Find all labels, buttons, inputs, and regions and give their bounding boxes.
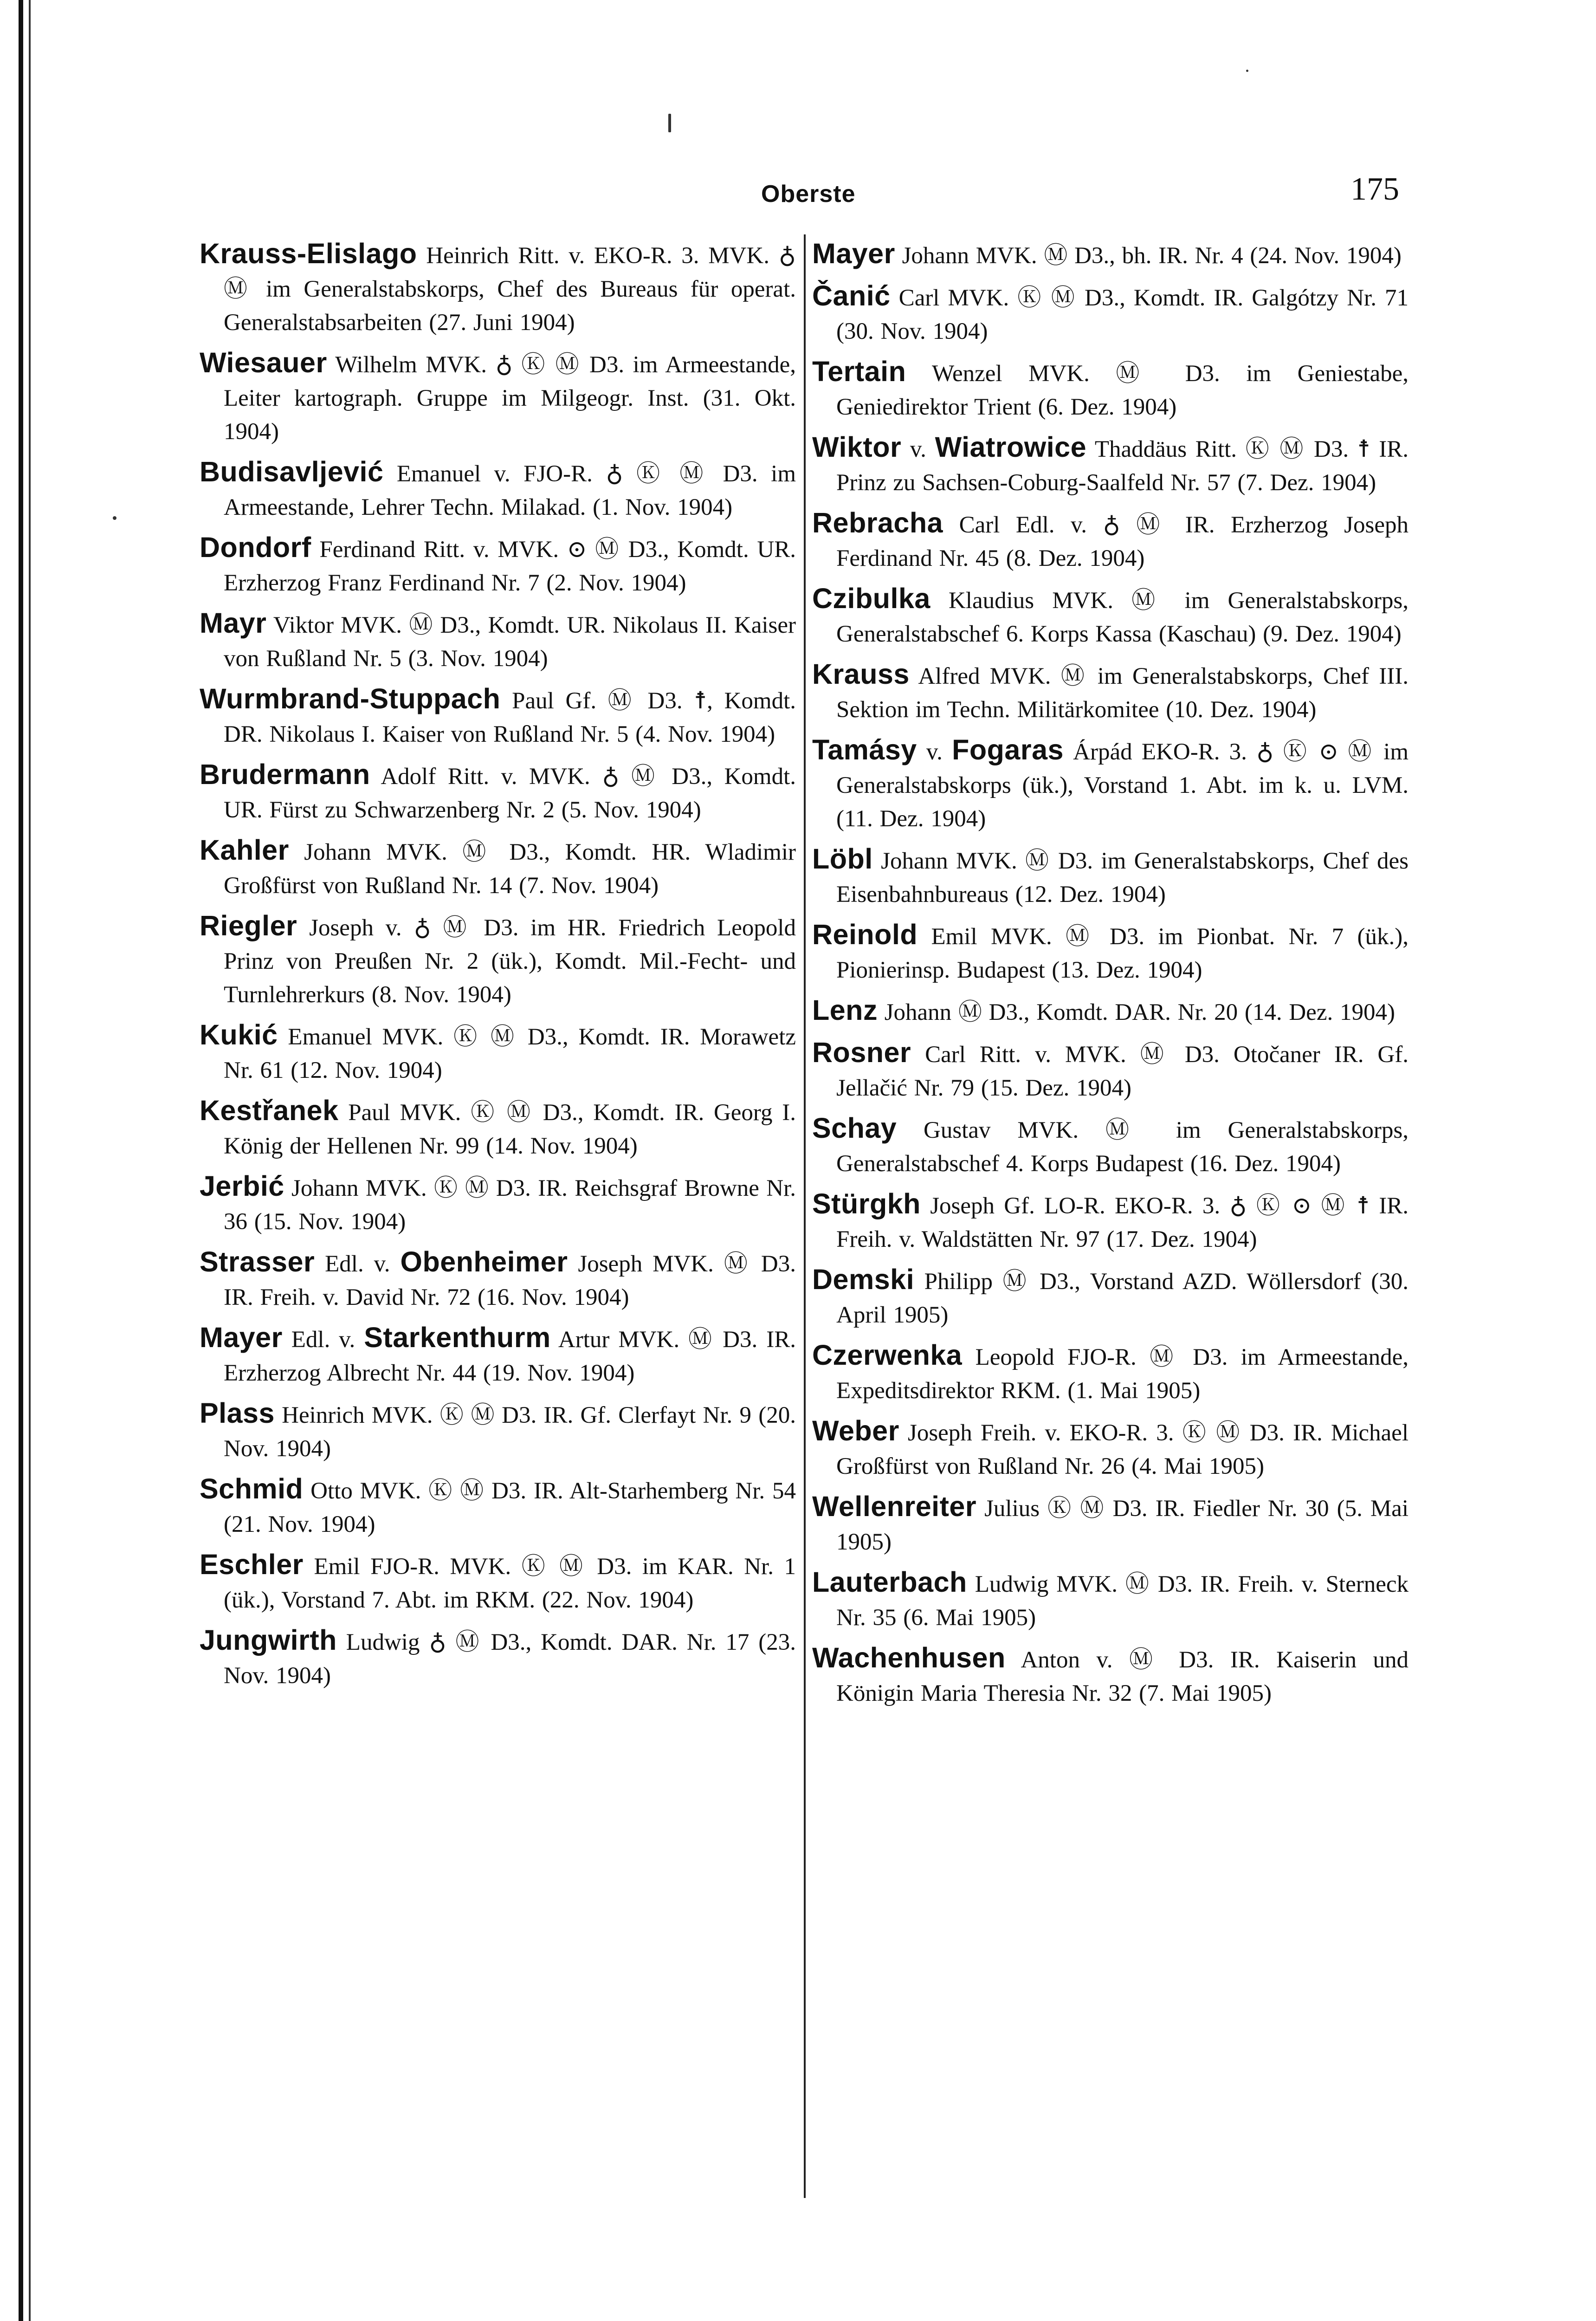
officer-name: Plass [200, 1397, 275, 1429]
officer-name: Mayr [200, 607, 267, 639]
officer-name-second: Wiatrowice [935, 431, 1087, 463]
officer-name-particle: Edl. v. [282, 1327, 364, 1353]
officer-entry [812, 657, 1409, 726]
officer-name: Tamásy [812, 734, 917, 765]
officer-entry [200, 346, 796, 448]
officer-name: Mayer [812, 238, 895, 269]
page-number: 175 [1350, 171, 1399, 207]
officer-name: Wiesauer [200, 347, 327, 378]
officer-entry [200, 1321, 796, 1390]
officer-details: Leopold FJO-R. Ⓜ D3. im Armeestande, Expeditsdirektor RKM. (1. Mai 1905) [836, 1344, 1409, 1404]
officer-entry [200, 455, 796, 524]
officer-entry [812, 1036, 1409, 1105]
officer-name: Krauss-Elislago [200, 238, 417, 269]
officer-details: Emil FJO-R. MVK. Ⓚ Ⓜ D3. im KAR. Nr. 1 (ük.), Vorstand 7. Abt. im RKM. (22. Nov. 1904) [224, 1554, 796, 1613]
officer-details: Johann MVK. Ⓚ Ⓜ D3. IR. Reichsgraf Browne Nr. 36 (15. Nov. 1904) [224, 1175, 796, 1235]
running-title: Oberste [761, 181, 856, 207]
officer-name: Tertain [812, 356, 906, 387]
officer-entry [812, 918, 1409, 987]
officer-details: Carl Ritt. v. MVK. Ⓜ D3. Otočaner IR. Gf. Jellačić Nr. 79 (15. Dez. 1904) [836, 1042, 1409, 1101]
officer-entry [812, 506, 1409, 575]
officer-details: Heinrich Ritt. v. EKO-R. 3. MVK. ♁ Ⓜ im Generalstabskorps, Chef des Bureaus für operat. Generalstabsarbeiten (27. Juni 1904) [224, 243, 796, 336]
officer-details: Otto MVK. Ⓚ Ⓜ D3. IR. Alt-Starhemberg Nr. 54 (21. Nov. 1904) [224, 1478, 796, 1537]
officer-details: Ludwig ♁ Ⓜ D3., Komdt. DAR. Nr. 17 (23. Nov. 1904) [224, 1629, 796, 1689]
officer-details: Carl Edl. v. ♁ Ⓜ IR. Erzherzog Joseph Ferdinand Nr. 45 (8. Dez. 1904) [836, 512, 1409, 571]
officer-name: Stürgkh [812, 1188, 921, 1219]
officer-name: Kahler [200, 834, 289, 866]
page-edge-border [19, 0, 23, 2321]
officer-name: Jerbić [200, 1170, 284, 1202]
officer-details: Johann Ⓜ D3., Komdt. DAR. Nr. 20 (14. Dez. 1904) [877, 999, 1395, 1025]
officer-entry [812, 1414, 1409, 1483]
officer-name: Lauterbach [812, 1566, 967, 1598]
officer-details: Ludwig MVK. Ⓜ D3. IR. Freih. v. Sterneck Nr. 35 (6. Mai 1905) [836, 1571, 1409, 1631]
officer-entry [200, 1245, 796, 1314]
officer-name: Schay [812, 1112, 897, 1144]
column-divider [804, 234, 806, 2198]
officer-name: Čanić [812, 280, 891, 311]
officer-details: Alfred MVK. Ⓜ im Generalstabskorps, Chef III. Sektion im Techn. Militärkomitee (10. Dez. 1904) [836, 663, 1409, 723]
print-speck [113, 516, 116, 520]
officer-name: Reinold [812, 919, 918, 950]
officer-name: Riegler [200, 910, 297, 941]
officer-name: Demski [812, 1264, 915, 1295]
officer-details: Thaddäus Ritt. Ⓚ Ⓜ D3. ☨ IR. Prinz zu Sachsen-Coburg-Saalfeld Nr. 57 (7. Dez. 1904) [836, 436, 1409, 496]
officer-entry [200, 1094, 796, 1163]
officer-entry [200, 833, 796, 902]
officer-name: Mayer [200, 1322, 283, 1353]
officer-entry [200, 909, 796, 1011]
officer-details: Philipp Ⓜ D3., Vorstand AZD. Wöllersdorf (30. April 1905) [836, 1269, 1409, 1328]
officer-entry [200, 1472, 796, 1541]
officer-details: Heinrich MVK. Ⓚ Ⓜ D3. IR. Gf. Clerfayt Nr. 9 (20. Nov. 1904) [224, 1402, 796, 1462]
officer-name: Rosner [812, 1037, 911, 1068]
officer-details: Anton v. Ⓜ D3. IR. Kaiserin und Königin Maria Theresia Nr. 32 (7. Mai 1905) [836, 1647, 1409, 1706]
officer-entry [200, 1396, 796, 1465]
officer-entry [812, 582, 1409, 651]
officer-name: Dondorf [200, 532, 311, 563]
officer-name-particle: Edl. v. [315, 1251, 401, 1277]
officer-details: Johann MVK. Ⓜ D3., bh. IR. Nr. 4 (24. Nov. 1904) [895, 243, 1402, 269]
officer-name: Krauss [812, 658, 910, 690]
officer-entry [812, 1263, 1409, 1332]
officer-details: Árpád EKO-R. 3. ♁ Ⓚ ⊙ Ⓜ im Generalstabskorps (ük.), Vorstand 1. Abt. im k. u. LVM. (11. Dez. 1904) [836, 739, 1409, 832]
officer-entry [812, 1641, 1409, 1710]
officer-entry [200, 1548, 796, 1617]
print-speck [668, 114, 671, 132]
officer-name: Strasser [200, 1246, 315, 1277]
officer-name: Kestřanek [200, 1095, 339, 1126]
officer-details: Artur MVK. Ⓜ D3. IR. Erzherzog Albrecht Nr. 44 (19. Nov. 1904) [224, 1327, 796, 1386]
officer-details: Johann MVK. Ⓜ D3. im Generalstabskorps, Chef des Eisenbahnbureaus (12. Dez. 1904) [836, 848, 1409, 908]
officer-name: Weber [812, 1415, 899, 1446]
officer-name-second: Fogaras [952, 734, 1064, 765]
officer-entry [200, 606, 796, 675]
officer-details: Adolf Ritt. v. MVK. ♁ Ⓜ D3., Komdt. UR. Fürst zu Schwarzenberg Nr. 2 (5. Nov. 1904) [224, 764, 796, 823]
officer-name: Jungwirth [200, 1624, 337, 1656]
officer-details: Joseph Freih. v. EKO-R. 3. Ⓚ Ⓜ D3. IR. Michael Großfürst von Rußland Nr. 26 (4. Mai 1905) [836, 1420, 1409, 1479]
officer-name-second: Obenheimer [400, 1246, 568, 1277]
officer-entry [200, 682, 796, 751]
officer-details: Joseph v. ♁ Ⓜ D3. im HR. Friedrich Leopold Prinz von Preußen Nr. 2 (ük.), Komdt. Mil.-Fecht- und Turnlehrerkurs (8. Nov. 1904) [224, 915, 796, 1008]
officer-name: Budisavljević [200, 456, 384, 487]
officer-name-second: Starkenthurm [364, 1322, 551, 1353]
page-edge-border-inner [29, 0, 31, 2321]
officer-entry [812, 993, 1409, 1029]
officer-entry [812, 1111, 1409, 1180]
officer-entry [812, 279, 1409, 348]
officer-details: Paul MVK. Ⓚ Ⓜ D3., Komdt. IR. Georg I. König der Hellenen Nr. 99 (14. Nov. 1904) [224, 1100, 796, 1159]
officer-details: Wilhelm MVK. ♁ Ⓚ Ⓜ D3. im Armeestande, Leiter kartograph. Gruppe im Milgeogr. Inst. (31. Okt. 1904) [224, 352, 796, 445]
officer-details: Emanuel v. FJO-R. ♁ Ⓚ Ⓜ D3. im Armeestande, Lehrer Techn. Milakad. (1. Nov. 1904) [224, 461, 796, 520]
officer-entry [812, 430, 1409, 499]
officer-name: Kukić [200, 1019, 278, 1050]
officer-entry [812, 733, 1409, 836]
officer-name: Czibulka [812, 583, 930, 614]
officer-entry [200, 1018, 796, 1087]
officer-details: Wenzel MVK. Ⓜ D3. im Geniestabe, Geniedirektor Trient (6. Dez. 1904) [836, 361, 1409, 420]
officer-entry [812, 1565, 1409, 1634]
officer-name: Wellenreiter [812, 1491, 977, 1522]
officer-entry [200, 1623, 796, 1692]
officer-details: Emanuel MVK. Ⓚ Ⓜ D3., Komdt. IR. Morawetz Nr. 61 (12. Nov. 1904) [224, 1024, 796, 1083]
officer-entry [812, 842, 1409, 911]
officer-entry [200, 531, 796, 600]
officer-details: Gustav MVK. Ⓜ im Generalstabskorps, Generalstabschef 4. Korps Budapest (16. Dez. 1904) [836, 1117, 1409, 1177]
officer-name: Schmid [200, 1473, 304, 1504]
officer-entry [200, 237, 796, 339]
officer-name: Löbl [812, 843, 873, 875]
officer-name: Eschler [200, 1549, 304, 1580]
officer-details: Viktor MVK. Ⓜ D3., Komdt. UR. Nikolaus II. Kaiser von Rußland Nr. 5 (3. Nov. 1904) [224, 612, 796, 672]
officer-entry [200, 758, 796, 827]
officer-name: Wachenhusen [812, 1642, 1006, 1673]
officer-name: Brudermann [200, 759, 370, 790]
left-column [200, 237, 796, 1699]
officer-name-particle: v. [901, 436, 935, 462]
officer-name-particle: v. [917, 739, 952, 765]
officer-name: Wurmbrand-Stuppach [200, 683, 501, 714]
officer-details: Johann MVK. Ⓜ D3., Komdt. HR. Wladimir Großfürst von Rußland Nr. 14 (7. Nov. 1904) [224, 839, 796, 899]
officer-entry [812, 1490, 1409, 1559]
officer-name: Lenz [812, 994, 878, 1026]
officer-entry [200, 1169, 796, 1238]
right-column [812, 237, 1409, 1717]
officer-details: Carl MVK. Ⓚ Ⓜ D3., Komdt. IR. Galgótzy Nr. 71 (30. Nov. 1904) [836, 285, 1409, 344]
officer-entry [812, 1338, 1409, 1407]
officer-details: Joseph Gf. LO-R. EKO-R. 3. ♁ Ⓚ ⊙ Ⓜ ☨ IR. Freih. v. Waldstätten Nr. 97 (17. Dez. 1904) [836, 1193, 1409, 1252]
officer-details: Ferdinand Ritt. v. MVK. ⊙ Ⓜ D3., Komdt. UR. Erzherzog Franz Ferdinand Nr. 7 (2. Nov. 1904) [224, 537, 796, 596]
officer-name: Czerwenka [812, 1339, 963, 1371]
print-speck [1246, 70, 1248, 72]
officer-entry [812, 355, 1409, 424]
officer-details: Emil MVK. Ⓜ D3. im Pionbat. Nr. 7 (ük.), Pionierinsp. Budapest (13. Dez. 1904) [836, 924, 1409, 983]
officer-name: Rebracha [812, 507, 943, 538]
officer-details: Paul Gf. Ⓜ D3. ☨, Komdt. DR. Nikolaus I. Kaiser von Rußland Nr. 5 (4. Nov. 1904) [224, 688, 796, 747]
officer-entry [812, 237, 1409, 272]
officer-details: Klaudius MVK. Ⓜ im Generalstabskorps, Generalstabschef 6. Korps Kassa (Kaschau) (9. Dez. 1904) [836, 588, 1409, 647]
officer-details: Joseph MVK. Ⓜ D3. IR. Freih. v. David Nr. 72 (16. Nov. 1904) [224, 1251, 796, 1310]
officer-name: Wiktor [812, 431, 902, 463]
officer-details: Julius Ⓚ Ⓜ D3. IR. Fiedler Nr. 30 (5. Mai 1905) [836, 1496, 1409, 1555]
officer-entry [812, 1187, 1409, 1256]
